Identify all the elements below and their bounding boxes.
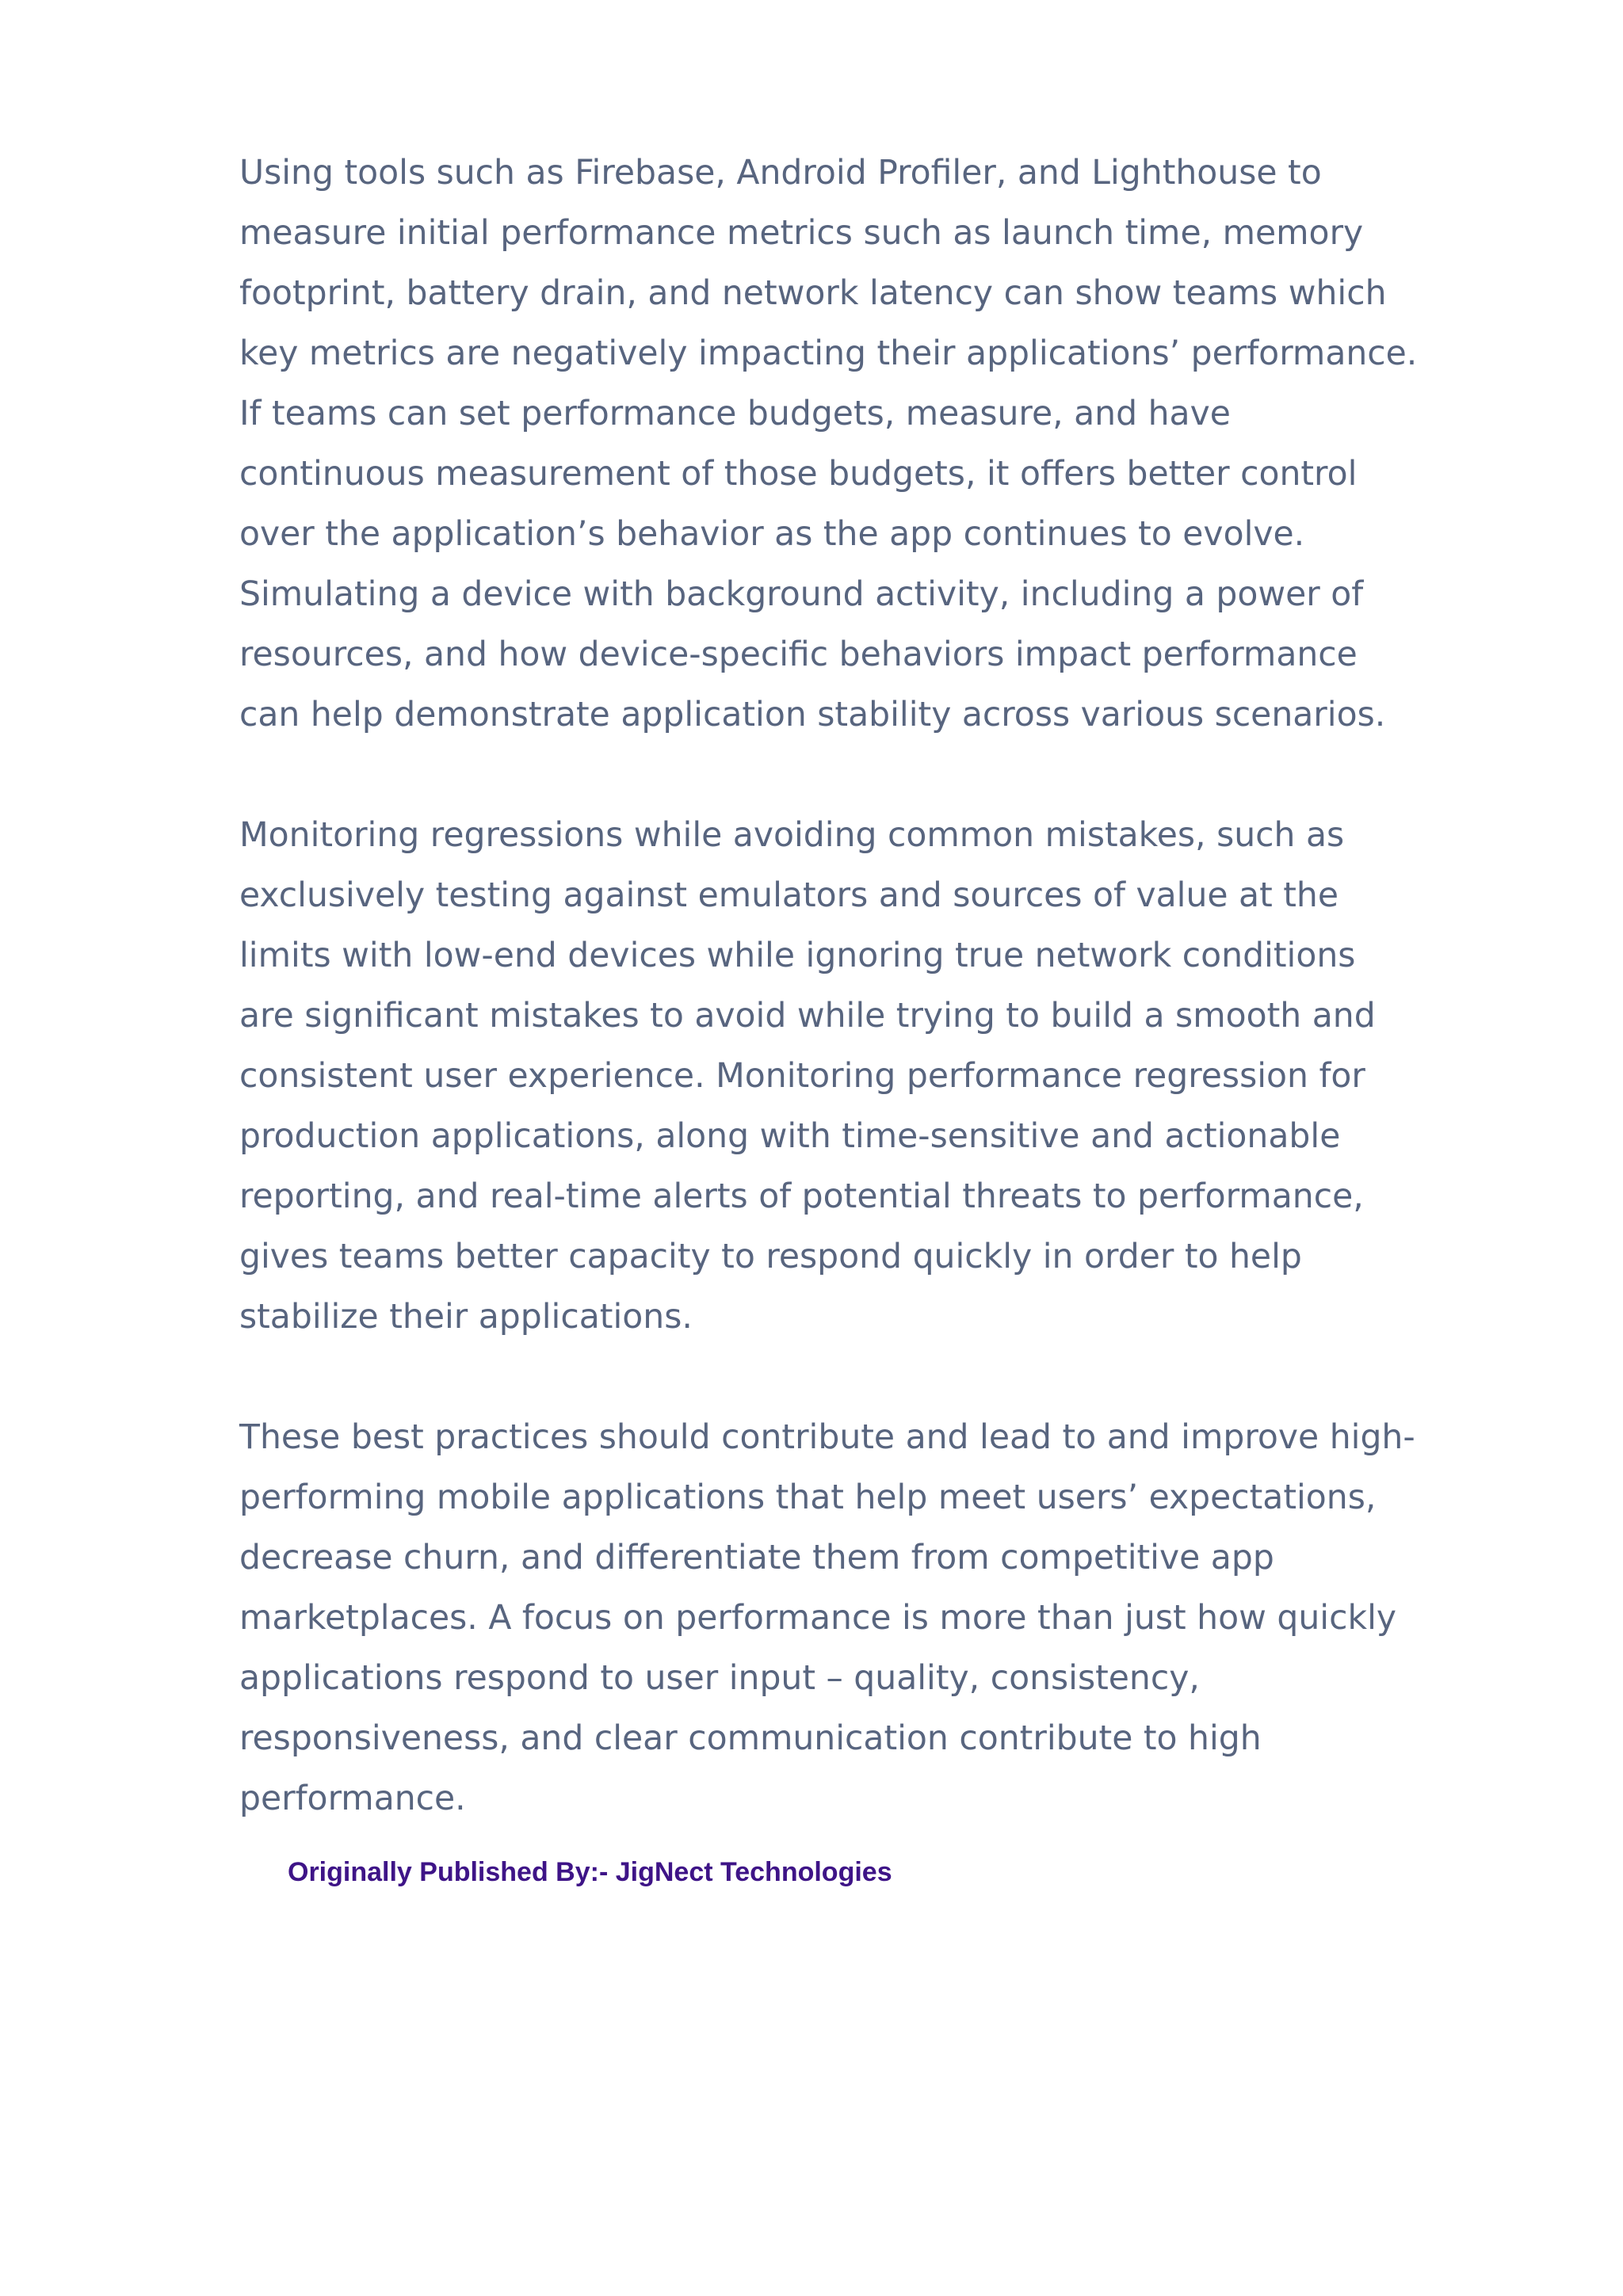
article-body bbox=[239, 143, 1476, 1829]
paragraph-best-practices: These best practices should contribute and lead to and improve high- performing mobile applications that help meet users’ expectations, decrease churn, and differentiate them from competitive app marketplaces. A focus on performance is more than just how quickly applications respond to user input – quality, consistency, responsiveness, and clear communication contribute to high performance. bbox=[239, 1418, 1415, 1818]
paragraph-monitoring-regressions: Monitoring regressions while avoiding common mistakes, such as exclusively testing against emulators and sources of value at the limits with low-end devices while ignoring true network conditions are significant mistakes to avoid while trying to build a smooth and consistent user experience. Monitoring performance regression for production applications, along with time-sensitive and actionable reporting, and real-time alerts of potential threats to performance, gives teams better capacity to respond quickly in order to help stabilize their applications. bbox=[239, 816, 1376, 1337]
paragraph-performance-metrics: Using tools such as Firebase, Android Profiler, and Lighthouse to measure initial performance metrics such as launch time, memory footprint, battery drain, and network latency can show teams which key metrics are negatively impacting their applications’ performance. If teams can set performance budgets, measure, and have continuous measurement of those budgets, it offers better control over the application’s behavior as the app continues to evolve. Simulating a device with background activity, including a power of resources, and how device-specific behaviors impact performance can help demonstrate application stability across various scenarios. bbox=[239, 154, 1418, 734]
publisher-attribution: Originally Published By:- JigNect Technologies bbox=[288, 1857, 892, 1887]
